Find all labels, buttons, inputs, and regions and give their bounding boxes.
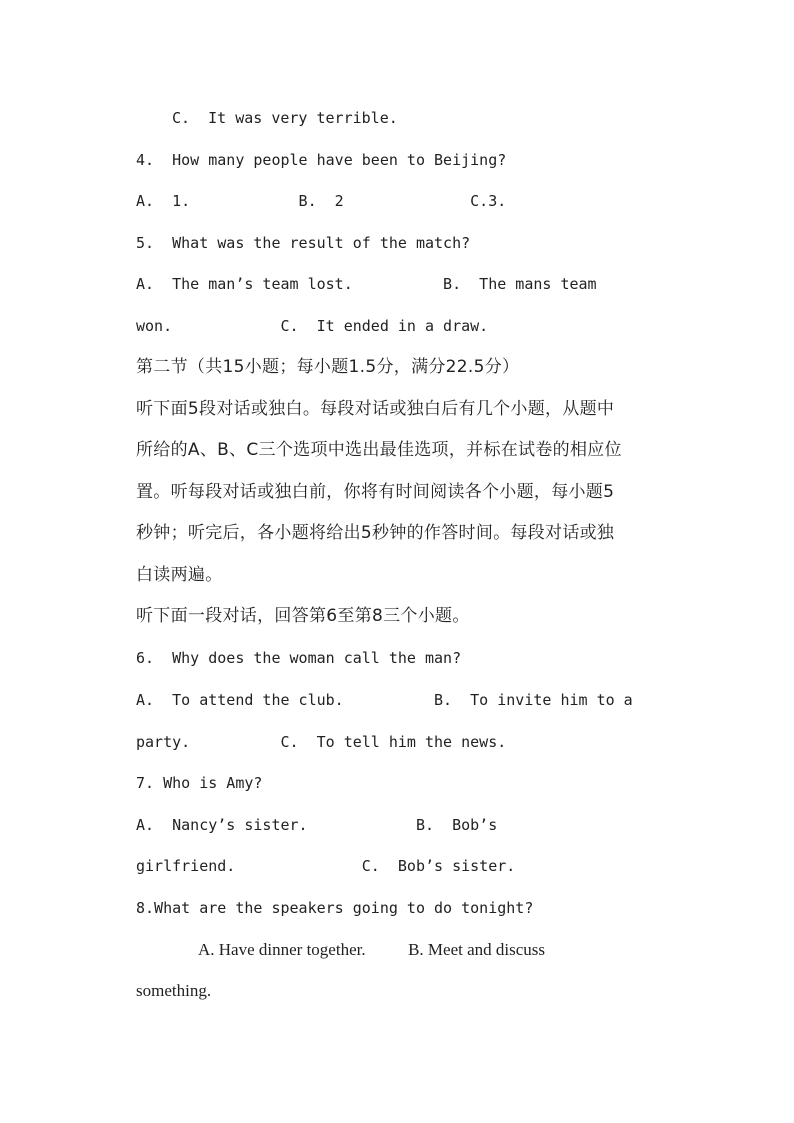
q3-option-c: C. It was very terrible.: [172, 109, 398, 127]
q7-options-line2: girlfriend. C. Bob’s sister.: [136, 857, 516, 875]
q6-options-line1: A. To attend the club. B. To invite him to a: [136, 691, 633, 709]
instructions-line-1: 听下面5段对话或独白。每段对话或独白后有几个小题，从题中: [136, 399, 615, 419]
q4-options: A. 1. B. 2 C.3.: [136, 192, 507, 210]
section-2-heading: 第二节（共15小题；每小题1.5分，满分22.5分）: [136, 357, 520, 377]
instructions-line-5: 白读两遍。: [136, 565, 223, 585]
question-6: 6. Why does the woman call the man?: [136, 649, 462, 667]
question-7: 7. Who is Amy?: [136, 774, 263, 792]
q7-options-line1: A. Nancy’s sister. B. Bob’s: [136, 816, 498, 834]
instructions-line-4: 秒钟；听完后，各小题将给出5秒钟的作答时间。每段对话或独: [136, 523, 615, 543]
dialogue-intro: 听下面一段对话，回答第6至第8三个小题。: [136, 606, 470, 626]
instructions-line-3: 置。听每段对话或独白前，你将有时间阅读各个小题，每小题5: [136, 482, 615, 502]
q6-options-line2: party. C. To tell him the news.: [136, 733, 507, 751]
q5-options-line2: won. C. It ended in a draw.: [136, 317, 489, 335]
question-4: 4. How many people have been to Beijing?: [136, 151, 507, 169]
question-5: 5. What was the result of the match?: [136, 234, 471, 252]
q5-options-line1: A. The man’s team lost. B. The mans team: [136, 275, 597, 293]
question-8: 8.What are the speakers going to do tonight?: [136, 899, 534, 917]
instructions-line-2: 所给的A、B、C三个选项中选出最佳选项，并标在试卷的相应位: [136, 440, 622, 460]
q8-options-line1: A. Have dinner together. B. Meet and discuss: [198, 940, 546, 959]
q8-options-line2: something.: [136, 981, 212, 1000]
